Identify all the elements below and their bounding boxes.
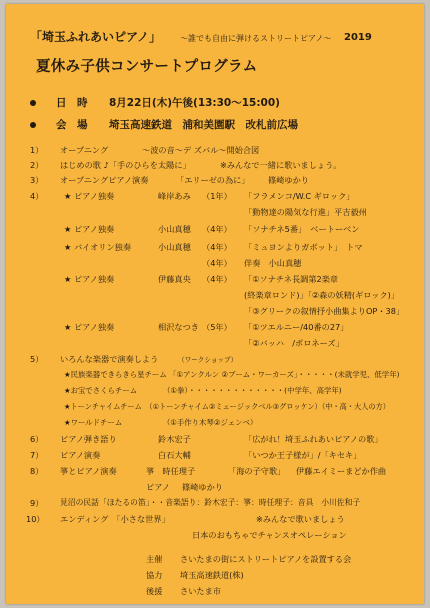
item-title: ピアノ弾き語り bbox=[60, 434, 117, 444]
item-number: 5） bbox=[30, 354, 44, 364]
bullet-dot-icon bbox=[30, 122, 36, 128]
item-performer: 峰岸あみ bbox=[158, 191, 191, 201]
item-piece: 「フラメンコ/W.C ギロック」 bbox=[244, 191, 355, 201]
item-piece: 「海の子守歌」 bbox=[228, 466, 286, 476]
program-title: 夏休み子供コンサートプログラム bbox=[36, 59, 258, 75]
organizer-value: さいたまの街にストリートピアノを設置する会 bbox=[180, 554, 352, 564]
item-performer: 相沢なつき bbox=[158, 322, 199, 332]
organizer-label: 主催 bbox=[146, 554, 163, 564]
workshop-team: ★ワールドチーム （①手作り木琴②ジェンベ） bbox=[64, 418, 258, 427]
item-number: 4） bbox=[30, 191, 44, 201]
item-piece: 「②バッハ /ポロネーズ」 bbox=[244, 338, 344, 348]
item-detail: ～波の音～デ ズバル～開始合図 bbox=[142, 145, 260, 155]
item-title: オープニング bbox=[60, 145, 109, 155]
cooperation-value: 埼玉高速鉄道(株) bbox=[180, 570, 244, 580]
date-value: 8月22日(木)午後(13:30～15:00) bbox=[109, 97, 280, 109]
item-number: 7） bbox=[30, 450, 44, 460]
item-piece: 「いつか王子様が」/「キセキ」 bbox=[244, 450, 362, 460]
item-number: 3） bbox=[30, 175, 44, 185]
item-number: 8） bbox=[30, 466, 44, 476]
item-grade: （4年） bbox=[202, 258, 232, 268]
item-composer: 伊藤エイミーまどか作曲 bbox=[296, 466, 387, 476]
item-number: 9） bbox=[30, 498, 44, 508]
item-performer: 篠崎ゆかり bbox=[182, 482, 223, 492]
item-piece: 「①ツエルニー/40番の27」 bbox=[244, 322, 349, 332]
item-performer: 篠崎ゆかり bbox=[268, 175, 309, 185]
item-piece: 「広がれ！埼玉ふれあいピアノの歌」 bbox=[244, 434, 383, 444]
item-title: ピアノ演奏 bbox=[60, 450, 101, 460]
item-piece: 「ミュヨンよりガボット」 トマ bbox=[244, 242, 363, 252]
item-grade: （4年） bbox=[202, 242, 232, 252]
item-grade: （1年） bbox=[202, 191, 232, 201]
cooperation-label: 協力 bbox=[146, 570, 163, 580]
item-performer-role: ピアノ bbox=[146, 482, 170, 492]
item-grade: （5年） bbox=[202, 322, 232, 332]
item-note: ※みんなで一緒に歌いましょう。 bbox=[220, 160, 342, 170]
item-title: ★ ピアノ独奏 bbox=[64, 224, 115, 234]
item-note: ※みんなで歌いましょう bbox=[256, 514, 345, 524]
date-label: 日 時 bbox=[56, 97, 88, 109]
item-accompanist: 伴奏 小山真穂 bbox=[244, 258, 302, 268]
item-piece: 「③グリークの叙情抒小曲集よりOP・38」 bbox=[244, 306, 405, 316]
item-piece: 「ソナチネ5番」 ベートーベン bbox=[244, 224, 360, 234]
item-piece: 「動物達の陽気な行進」平吉毅州 bbox=[244, 207, 367, 217]
item-title: オープニングピアノ演奏 bbox=[60, 175, 149, 185]
item-performer: 小山真穂 bbox=[158, 242, 191, 252]
workshop-team: ★トーンチャイムチーム （①トーンチャイム②ミュージックベル③グロッケン）（中・高・大人の方） bbox=[64, 402, 390, 411]
item-performer: 白石大輔 bbox=[158, 450, 191, 460]
item-title: ★ バイオリン独奏 bbox=[64, 242, 132, 252]
item-performer: 伊藤真央 bbox=[158, 274, 191, 284]
item-note: 日本のおもちゃでチャンスオペレーション bbox=[192, 530, 347, 540]
item-number: 2） bbox=[30, 160, 44, 170]
venue-label: 会 場 bbox=[56, 119, 88, 131]
item-title: エンディング 「小さな世界」 bbox=[60, 514, 170, 524]
item-number: 6） bbox=[30, 434, 44, 444]
item-number: 10） bbox=[26, 514, 45, 524]
item-title: ★ ピアノ独奏 bbox=[64, 322, 115, 332]
item-title: ★ ピアノ独奏 bbox=[64, 274, 115, 284]
item-grade: （4年） bbox=[202, 224, 232, 234]
item-title: 見沼の民話「ほたるの笛」・・音楽語り：鈴木宏子：箏：時任理子：音具 小川佐和子 bbox=[60, 498, 361, 507]
item-performer: 小山真穂 bbox=[158, 224, 191, 234]
bullet-dot-icon bbox=[30, 100, 36, 106]
support-value: さいたま市 bbox=[180, 586, 221, 596]
item-grade: （4年） bbox=[202, 274, 232, 284]
item-performer: 鈴木宏子 bbox=[158, 434, 191, 444]
event-name: 「埼玉ふれあいピアノ」 bbox=[30, 30, 162, 44]
event-tagline: ～誰でも自由に弾けるストリートピアノ～ bbox=[180, 34, 332, 43]
item-number: 1） bbox=[30, 145, 44, 155]
venue-value: 埼玉高速鉄道 浦和美園駅 改札前広場 bbox=[109, 119, 298, 131]
item-title: 箏とピアノ演奏 bbox=[60, 466, 117, 476]
item-title: ★ ピアノ独奏 bbox=[64, 191, 115, 201]
item-piece: 「エリーゼの為に」 bbox=[176, 175, 250, 185]
workshop-team: ★お宝でさくらチーム （①拳）・・・・・・・・・・・・・(中学年、高学年) bbox=[64, 386, 342, 395]
item-piece: (終楽章ロンド)」「②森の妖精(ギロック)」 bbox=[244, 290, 400, 300]
event-year: 2019 bbox=[344, 32, 372, 43]
concert-program-flyer bbox=[6, 4, 424, 604]
item-title: はじめの歌 ♪「手のひらを太陽に」 bbox=[60, 160, 191, 170]
item-performer: 箏 時任理子 bbox=[146, 466, 196, 476]
workshop-team: ★民族楽器できらきら星チーム 「①アンクルン ②ブーム・ワーカーズ」・・・・・(未就学児、低学年) bbox=[64, 370, 400, 379]
item-piece: 「①ソナチネ長調第2楽章 bbox=[244, 274, 339, 284]
support-label: 後援 bbox=[146, 586, 163, 596]
item-title: いろんな楽器で演奏しよう bbox=[60, 354, 159, 364]
item-note: （ワークショップ） bbox=[178, 356, 238, 364]
